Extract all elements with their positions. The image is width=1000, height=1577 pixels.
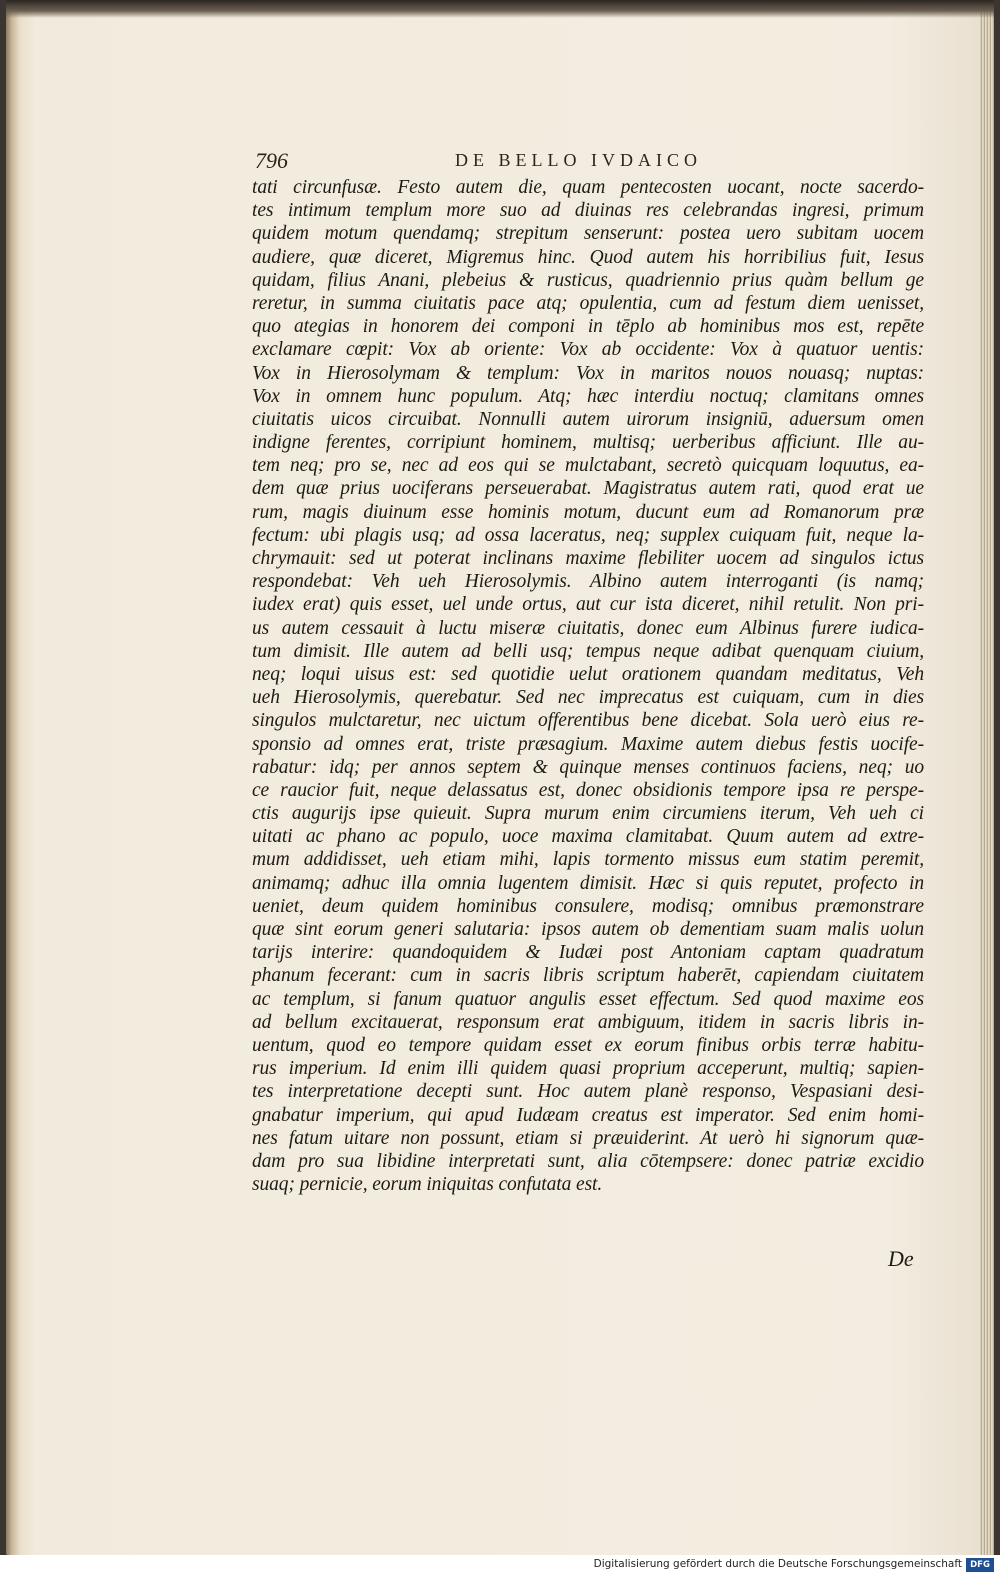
text-line: nes fatum uitare non possunt, etiam si præuiderint. At uerò hi signorum quæ- — [252, 1127, 924, 1149]
text-line: quidem motum quendamq; strepitum senserunt: postea uero subitam uocem — [252, 223, 924, 245]
text-line: gnabatur imperium, qui apud Iudæam creatus est imperator. Sed enim homi- — [252, 1104, 924, 1126]
running-title: DE BELLO IVDAICO — [455, 150, 702, 170]
text-line: tem neq; pro se, nec ad eos qui se mulctabant, secretò quicquam loquutus, ea- — [252, 455, 924, 477]
page-number: 796 — [255, 148, 288, 173]
text-line: suaq; pernicie, eorum iniquitas confutata est. — [252, 1174, 603, 1196]
text-line: tum dimisit. Ille autem ad belli usq; tempus neque adibat quenquam ciuium, — [252, 640, 924, 662]
text-line: ueh Hierosolymis, querebatur. Sed nec imprecatus est cuiquam, cum in dies — [252, 687, 924, 709]
text-line: ce raucior fuit, neque delassatus est, donec obsidionis tempore ipsa re perspe- — [252, 779, 924, 801]
text-line: quo ategias in honorem dei componi in tēplo ab hominibus mos est, repēte — [252, 316, 924, 338]
text-line: exclamare cœpit: Vox ab oriente: Vox ab occidente: Vox à quatuor uentis: — [252, 339, 924, 361]
text-line: audiere, quæ diceret, Migremus hinc. Quod autem his horribilius fuit, Iesus — [252, 246, 924, 268]
page-fore-edge — [980, 0, 994, 1555]
text-line: tarijs interire: quandoquidem & Iudæi post Antoniam captam quadratum — [252, 942, 924, 964]
text-line: us autem cessauit à luctu miseræ ciuitatis, donec eum Albinus furere iudica- — [252, 617, 924, 639]
text-line: indigne ferentes, corripiunt hominem, multisq; uerberibus afficiunt. Ille au- — [252, 432, 924, 454]
text-line: tes interpretatione decepti sunt. Hoc autem planè responso, Vespasiani desi- — [252, 1081, 924, 1103]
text-line: tati circunfusæ. Festo autem die, quam pentecosten uocant, nocte sacerdo- — [252, 177, 924, 198]
text-line: ac templum, si fanum quatuor angulis esset effectum. Sed quod maxime eos — [252, 988, 924, 1010]
text-line: chrymauit: sed ut poterat inclinans maxime flebiliter uocem ad singulos ictus — [252, 548, 924, 569]
funding-credit: Digitalisierung gefördert durch die Deutsche Forschungsgemeinschaft — [593, 1558, 962, 1570]
text-line: ueniet, deum quidem hominibus consulere, modisq; omnibus præmonstrare — [252, 895, 924, 917]
text-line: dam pro sua libidine interpretati sunt, alia cōtempsere: donec patriæ excidio — [252, 1150, 924, 1172]
text-line: tes intimum templum more suo ad diuinas res celebrandas ingresi, primum — [252, 200, 924, 222]
text-line: singulos mulctaretur, nec uictum offerentibus bene dicebat. Sola uerò eius re- — [252, 710, 924, 732]
text-line: uentum, quod eo tempore quidam esset ex eorum finibus orbis terræ habitu- — [252, 1034, 924, 1056]
text-line: animamq; adhuc illa omnia lugentem dimisit. Hæc si quis reputet, profecto in — [252, 872, 924, 894]
text-line: ad bellum excitauerat, responsum erat ambiguum, itidem in sacris libris in- — [252, 1011, 924, 1033]
text-line: Vox in omnem hunc populum. Atq; hæc interdiu noctuq; clamitans omnes — [252, 385, 924, 407]
text-line: phanum fecerant: cum in sacris libris scriptum haberēt, capiendam ciuitatem — [252, 965, 924, 987]
text-line: rabatur: idq; per annos septem & quinque menses continuos faciens, neq; uo — [252, 756, 924, 778]
text-line: quidam, filius Anani, plebeius & rusticus, quadriennio prius quàm bellum ge — [252, 269, 924, 291]
text-line: reretur, in summa ciuitatis pace atq; opulentia, cum ad festum diem uenisset, — [252, 292, 924, 314]
text-line: ciuitatis uicos circuibat. Nonnulli autem uirorum insigniū, aduersum omen — [252, 408, 924, 430]
text-line: sponsio ad omnes erat, triste præsagium. Maxime autem diebus festis uocife- — [252, 733, 924, 755]
text-line: rum, magis diuinum esse hominis motum, ducunt eum ad Romanorum præ — [252, 501, 924, 523]
text-line: quæ sint eorum generi salutaria: ipsos autem ob dementiam suam malis uolun — [252, 919, 924, 940]
text-line: respondebat: Veh ueh Hierosolymis. Albino autem interroganti (is namq; — [252, 571, 924, 593]
text-line: neq; loqui uisus est: sed quotidie uelut orationem quandam meditatus, Veh — [252, 663, 924, 685]
catchword: De — [888, 1246, 914, 1271]
footer-bar — [0, 1555, 1000, 1577]
running-head — [255, 148, 915, 178]
text-line: Vox in Hierosolymam & templum: Vox in maritos nouos nouasq; nuptas: — [252, 362, 924, 384]
text-line: rus imperium. Id enim illi quidem quasi proprium acceperunt, multiq; sapien- — [252, 1058, 924, 1080]
text-line: uitati ac phano ac populo, uoce maxima clamitabat. Quum autem ad extre- — [252, 826, 924, 848]
text-line: mum addidisset, ueh etiam mihi, lapis tormento missus eum statim peremit, — [252, 849, 924, 871]
body-text — [252, 176, 924, 1196]
dfg-logo: DFG — [966, 1558, 994, 1572]
text-line: fectum: ubi plagis usq; ad ossa laceratus, neq; supplex cuiquam fuit, neque la- — [252, 524, 924, 546]
page-top-shadow — [6, 0, 994, 18]
text-line: ctis augurijs ipse quieuit. Supra murum enim circumiens iterum, Veh ueh ci — [252, 803, 924, 825]
text-line: iudex erat) quis esset, uel unde ortus, aut cur ista diceret, nihil retulit. Non pri- — [252, 594, 924, 616]
text-line: dem quæ prius uociferans perseuerabat. Magistratus autem rati, quod erat ue — [252, 478, 924, 500]
